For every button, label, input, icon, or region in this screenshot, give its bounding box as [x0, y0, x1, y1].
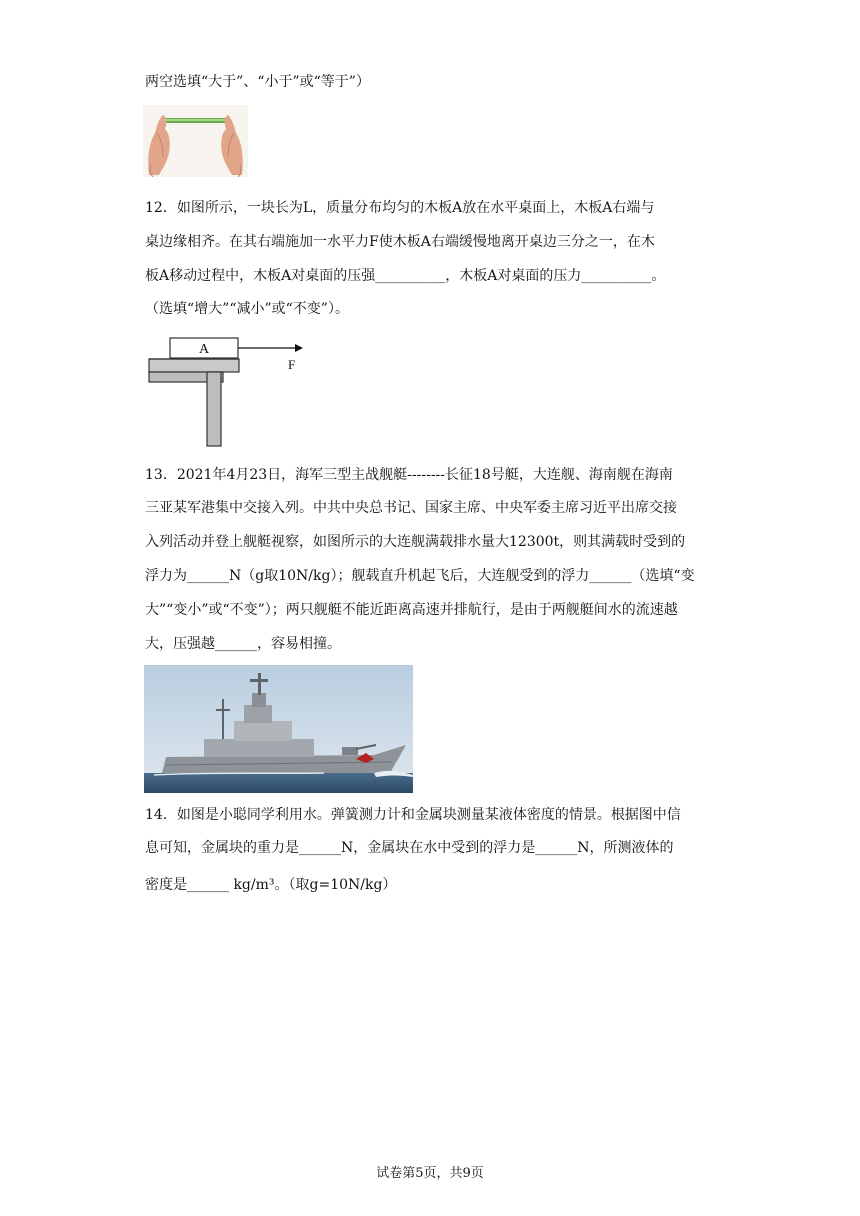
- q12-line-1: 12．如图所示，一块长为L，质量分布均匀的木板A放在水平桌面上，木板A右端与: [145, 200, 655, 216]
- q14-line-1: 14．如图是小聪同学利用水。弹簧测力计和金属块测量某液体密度的情景。根据图中信: [145, 807, 681, 823]
- q14-line-2: 息可知，金属块的重力是______N，金属块在水中受到的浮力是______N，所测液体的: [145, 840, 674, 856]
- q11-text-tail: 两空选填“大于”、“小于”或“等于”）: [145, 74, 370, 90]
- q13-line-4: 浮力为______N（g取10N/kg）；舰载直升机起飞后，大连舰受到的浮力______（选填“变: [145, 568, 695, 584]
- block-a-label: A: [198, 342, 210, 357]
- board-on-table-diagram: [145, 335, 315, 454]
- hands-stretching-figure: [143, 105, 248, 181]
- warship-photo: [144, 665, 413, 797]
- page-footer: 试卷第5页，共9页: [376, 1166, 484, 1181]
- q12-line-4: （选填“增大”“减小”或“不变”）。: [145, 301, 349, 317]
- q12-line-2: 桌边缘相齐。在其右端施加一水平力F使木板A右端缓慢地离开桌边三分之一，在木: [145, 234, 655, 250]
- force-f-label: F: [288, 357, 296, 372]
- q13-line-5: 大”“变小”或“不变”）；两只舰艇不能近距离高速并排航行，是由于两舰艇间水的流速越: [145, 602, 678, 618]
- q13-line-2: 三亚某军港集中交接入列。中共中央总书记、国家主席、中央军委主席习近平出席交接: [145, 500, 677, 516]
- q13-line-6: 大，压强越______，容易相撞。: [145, 636, 341, 652]
- q14-line-3: 密度是______ kg/m³。（取g=10N/kg）: [145, 877, 397, 893]
- q12-line-3: 板A移动过程中，木板A对桌面的压强__________，木板A对桌面的压力__________。: [145, 268, 666, 284]
- q13-line-1: 13．2021年4月23日，海军三型主战舰艇--------长征18号艇，大连舰、海南舰在海南: [145, 467, 673, 483]
- q13-line-3: 入列活动并登上舰艇视察，如图所示的大连舰满载排水量大12300t，则其满载时受到的: [145, 534, 686, 550]
